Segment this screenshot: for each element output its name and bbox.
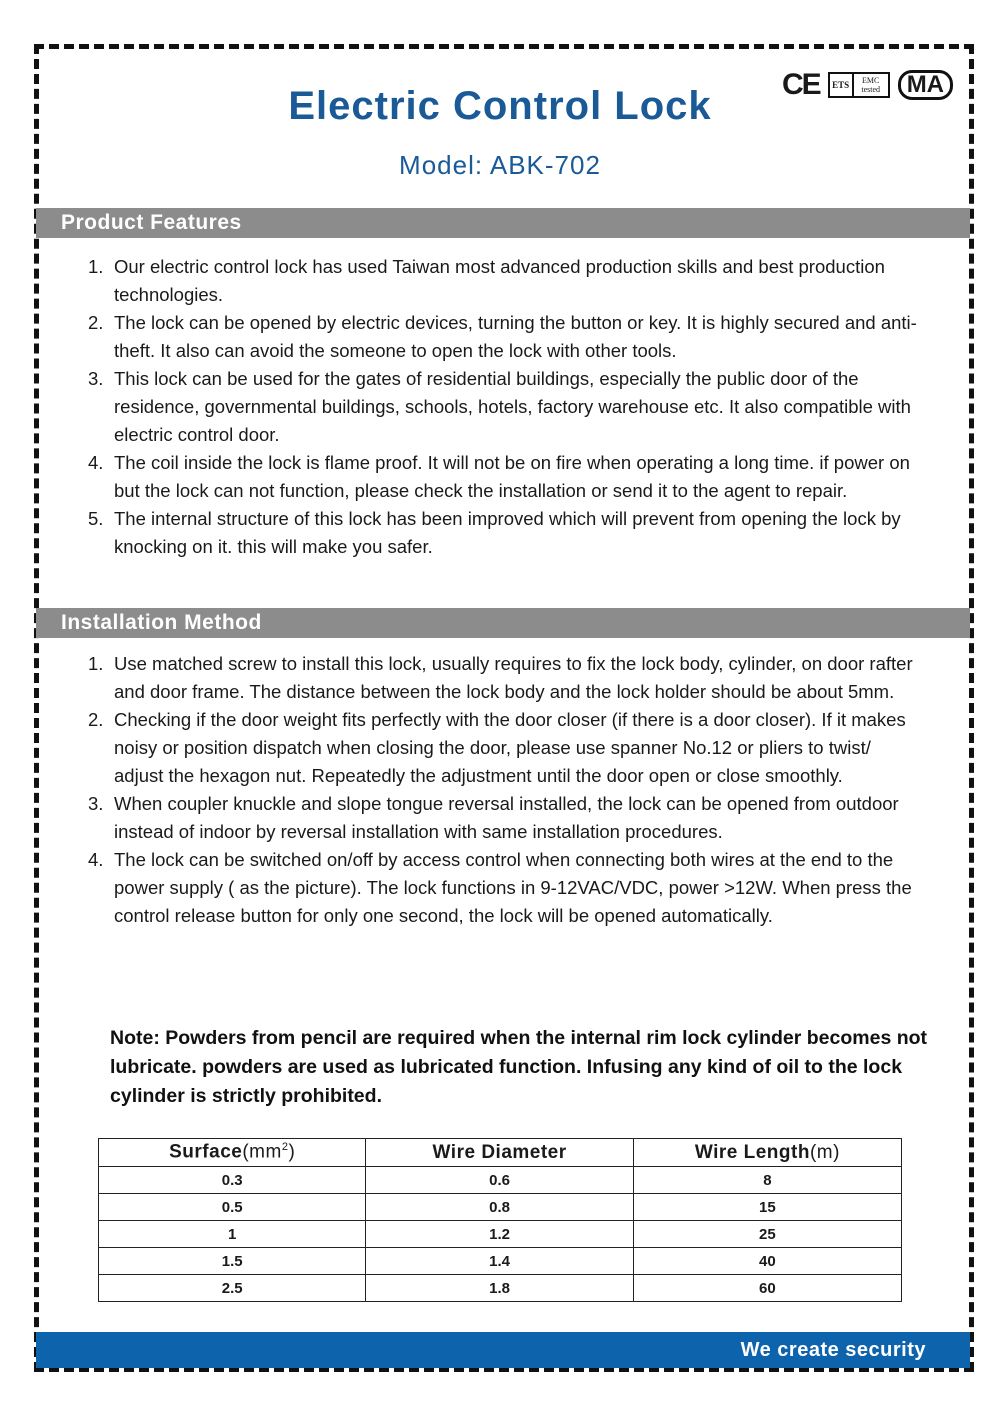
- list-item-text: The lock can be switched on/off by access control when connecting both wires at the end to the power supply ( as the picture). The lock functions in 9-12VAC/VDC, power >12W. When press the control release button for only one second, the lock will be opened automatically.: [114, 849, 912, 926]
- list-item: [88, 505, 924, 561]
- list-item-number: 1.: [88, 256, 104, 277]
- table-row: [99, 1248, 902, 1275]
- list-item: [88, 365, 924, 449]
- lubrication-note: Note: Powders from pencil are required when the internal rim lock cylinder becomes not lubricate. powders are used as lubricated function. Infusing any kind of oil to the lock cylinder is strictly prohibited.: [110, 1027, 928, 1107]
- list-item: [88, 790, 924, 846]
- list-item: [88, 650, 924, 706]
- table-cell: 0.6: [366, 1167, 633, 1194]
- table-cell: 15: [633, 1194, 901, 1221]
- table-cell: 1.8: [366, 1275, 633, 1302]
- table-cell: 8: [633, 1167, 901, 1194]
- list-item-text: The coil inside the lock is flame proof. It will not be on fire when operating a long time. if power on but the lock can not function, please check the installation or send it to the agent to repair.: [114, 452, 910, 501]
- wire-spec-table: [98, 1138, 902, 1302]
- list-item-text: This lock can be used for the gates of residential buildings, especially the public door of the residence, governmental buildings, schools, hotels, factory warehouse etc. It also compatible with electric control door.: [114, 368, 911, 445]
- section-header-installation: Installation Method: [36, 608, 970, 638]
- list-item-number: 3.: [88, 793, 104, 814]
- table-cell: 0.5: [99, 1194, 366, 1221]
- emc-mark-logo: ETS: [830, 74, 854, 96]
- installation-list: [88, 650, 924, 930]
- list-item-number: 4.: [88, 452, 104, 473]
- ce-mark-icon: CE: [782, 68, 820, 101]
- table-header-row: [99, 1139, 902, 1167]
- column-header-surface: $Surface(mm^2)$: [99, 1139, 366, 1167]
- list-item-number: 2.: [88, 312, 104, 333]
- list-item-number: 1.: [88, 653, 104, 674]
- list-item: [88, 449, 924, 505]
- list-item-number: 5.: [88, 508, 104, 529]
- table-row: [99, 1221, 902, 1248]
- list-item-number: 3.: [88, 368, 104, 389]
- table-cell: 1.4: [366, 1248, 633, 1275]
- list-item-text: The internal structure of this lock has been improved which will prevent from opening the lock by knocking on it. this will make you safer.: [114, 508, 901, 557]
- table-cell: 25: [633, 1221, 901, 1248]
- table-row: [99, 1194, 902, 1221]
- list-item-text: When coupler knuckle and slope tongue reversal installed, the lock can be opened from outdoor instead of indoor by reversal installation with same installation procedures.: [114, 793, 899, 842]
- list-item-text: Use matched screw to install this lock, usually requires to fix the lock body, cylinder, on door rafter and door frame. The distance between the lock body and the lock holder should be about 5mm.: [114, 653, 913, 702]
- list-item: [88, 309, 924, 365]
- table-row: [99, 1275, 902, 1302]
- list-item-number: 2.: [88, 709, 104, 730]
- cma-mark-icon: MA: [898, 70, 953, 100]
- model-subtitle: Model: ABK-702: [399, 150, 601, 180]
- page-title: Electric Control Lock: [288, 84, 712, 128]
- list-item: [88, 706, 924, 790]
- list-item-number: 4.: [88, 849, 104, 870]
- table-cell: 60: [633, 1275, 901, 1302]
- table-cell: 0.3: [99, 1167, 366, 1194]
- section-header-features: Product Features: [36, 208, 970, 238]
- list-item-text: The lock can be opened by electric devices, turning the button or key. It is highly secured and anti-theft. It also can avoid the someone to open the lock with other tools.: [114, 312, 917, 361]
- table-cell: 40: [633, 1248, 901, 1275]
- table-row: [99, 1167, 902, 1194]
- footer-banner: We create security: [36, 1332, 970, 1368]
- list-item-text: Our electric control lock has used Taiwan most advanced production skills and best production technologies.: [114, 256, 885, 305]
- table-cell: 2.5: [99, 1275, 366, 1302]
- column-header-diameter: Wire Diameter: [366, 1139, 633, 1167]
- table-cell: 1: [99, 1221, 366, 1248]
- list-item: [88, 846, 924, 930]
- emc-mark-text: EMC tested: [861, 76, 881, 94]
- table-cell: 1.5: [99, 1248, 366, 1275]
- column-header-length: Wire Length(m): [633, 1139, 901, 1167]
- features-list: [88, 253, 924, 561]
- table-cell: 1.2: [366, 1221, 633, 1248]
- list-item: [88, 253, 924, 309]
- list-item-text: Checking if the door weight fits perfectly with the door closer (if there is a door closer). If it makes noisy or position dispatch when closing the door, please use spanner No.12 or pliers to twist/ adjust the hexagon nut. Repeatedly the adjustment until the door open or close smoothly.: [114, 709, 906, 786]
- table-cell: 0.8: [366, 1194, 633, 1221]
